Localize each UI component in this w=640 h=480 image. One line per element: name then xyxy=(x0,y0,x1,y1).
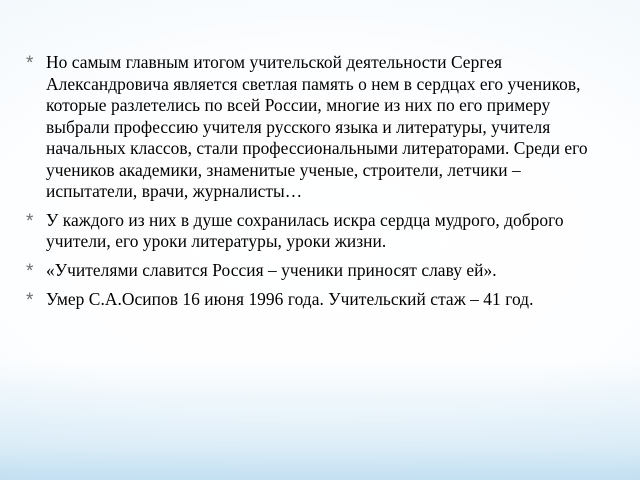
list-item xyxy=(26,260,614,282)
slide-body-text xyxy=(26,52,614,318)
bullet-marker-icon: * xyxy=(26,53,34,74)
list-item-text: У каждого из них в душе сохранилась искра сердца мудрого, доброго учители, его уроки литературы, уроки жизни. xyxy=(46,209,564,251)
bullet-marker-icon: * xyxy=(26,289,34,311)
list-item xyxy=(26,52,614,203)
bullet-marker-icon: * xyxy=(26,210,34,232)
list-item-text: Умер С.А.Осипов 16 июня 1996 года. Учительский стаж – 41 год. xyxy=(46,288,534,309)
list-item xyxy=(26,289,614,311)
list-item xyxy=(26,210,614,253)
bullet-marker-icon: * xyxy=(26,260,34,282)
list-item-text: Но самым главным итогом учительской деятельности Сергея Александровича является светлая память о нем в сердцах его учеников, которые разлетелись по всей России, многие из них по его примеру выбрали профессию учителя русского языка и литературы, учителя начальных классов, стали профессиональными литераторами. Среди его учеников академики, знаменитые ученые, строители, летчики – испытатели, врачи, журналисты… xyxy=(46,52,588,201)
list-item-text: «Учителями славится Россия – ученики приносят славу ей». xyxy=(46,259,497,280)
